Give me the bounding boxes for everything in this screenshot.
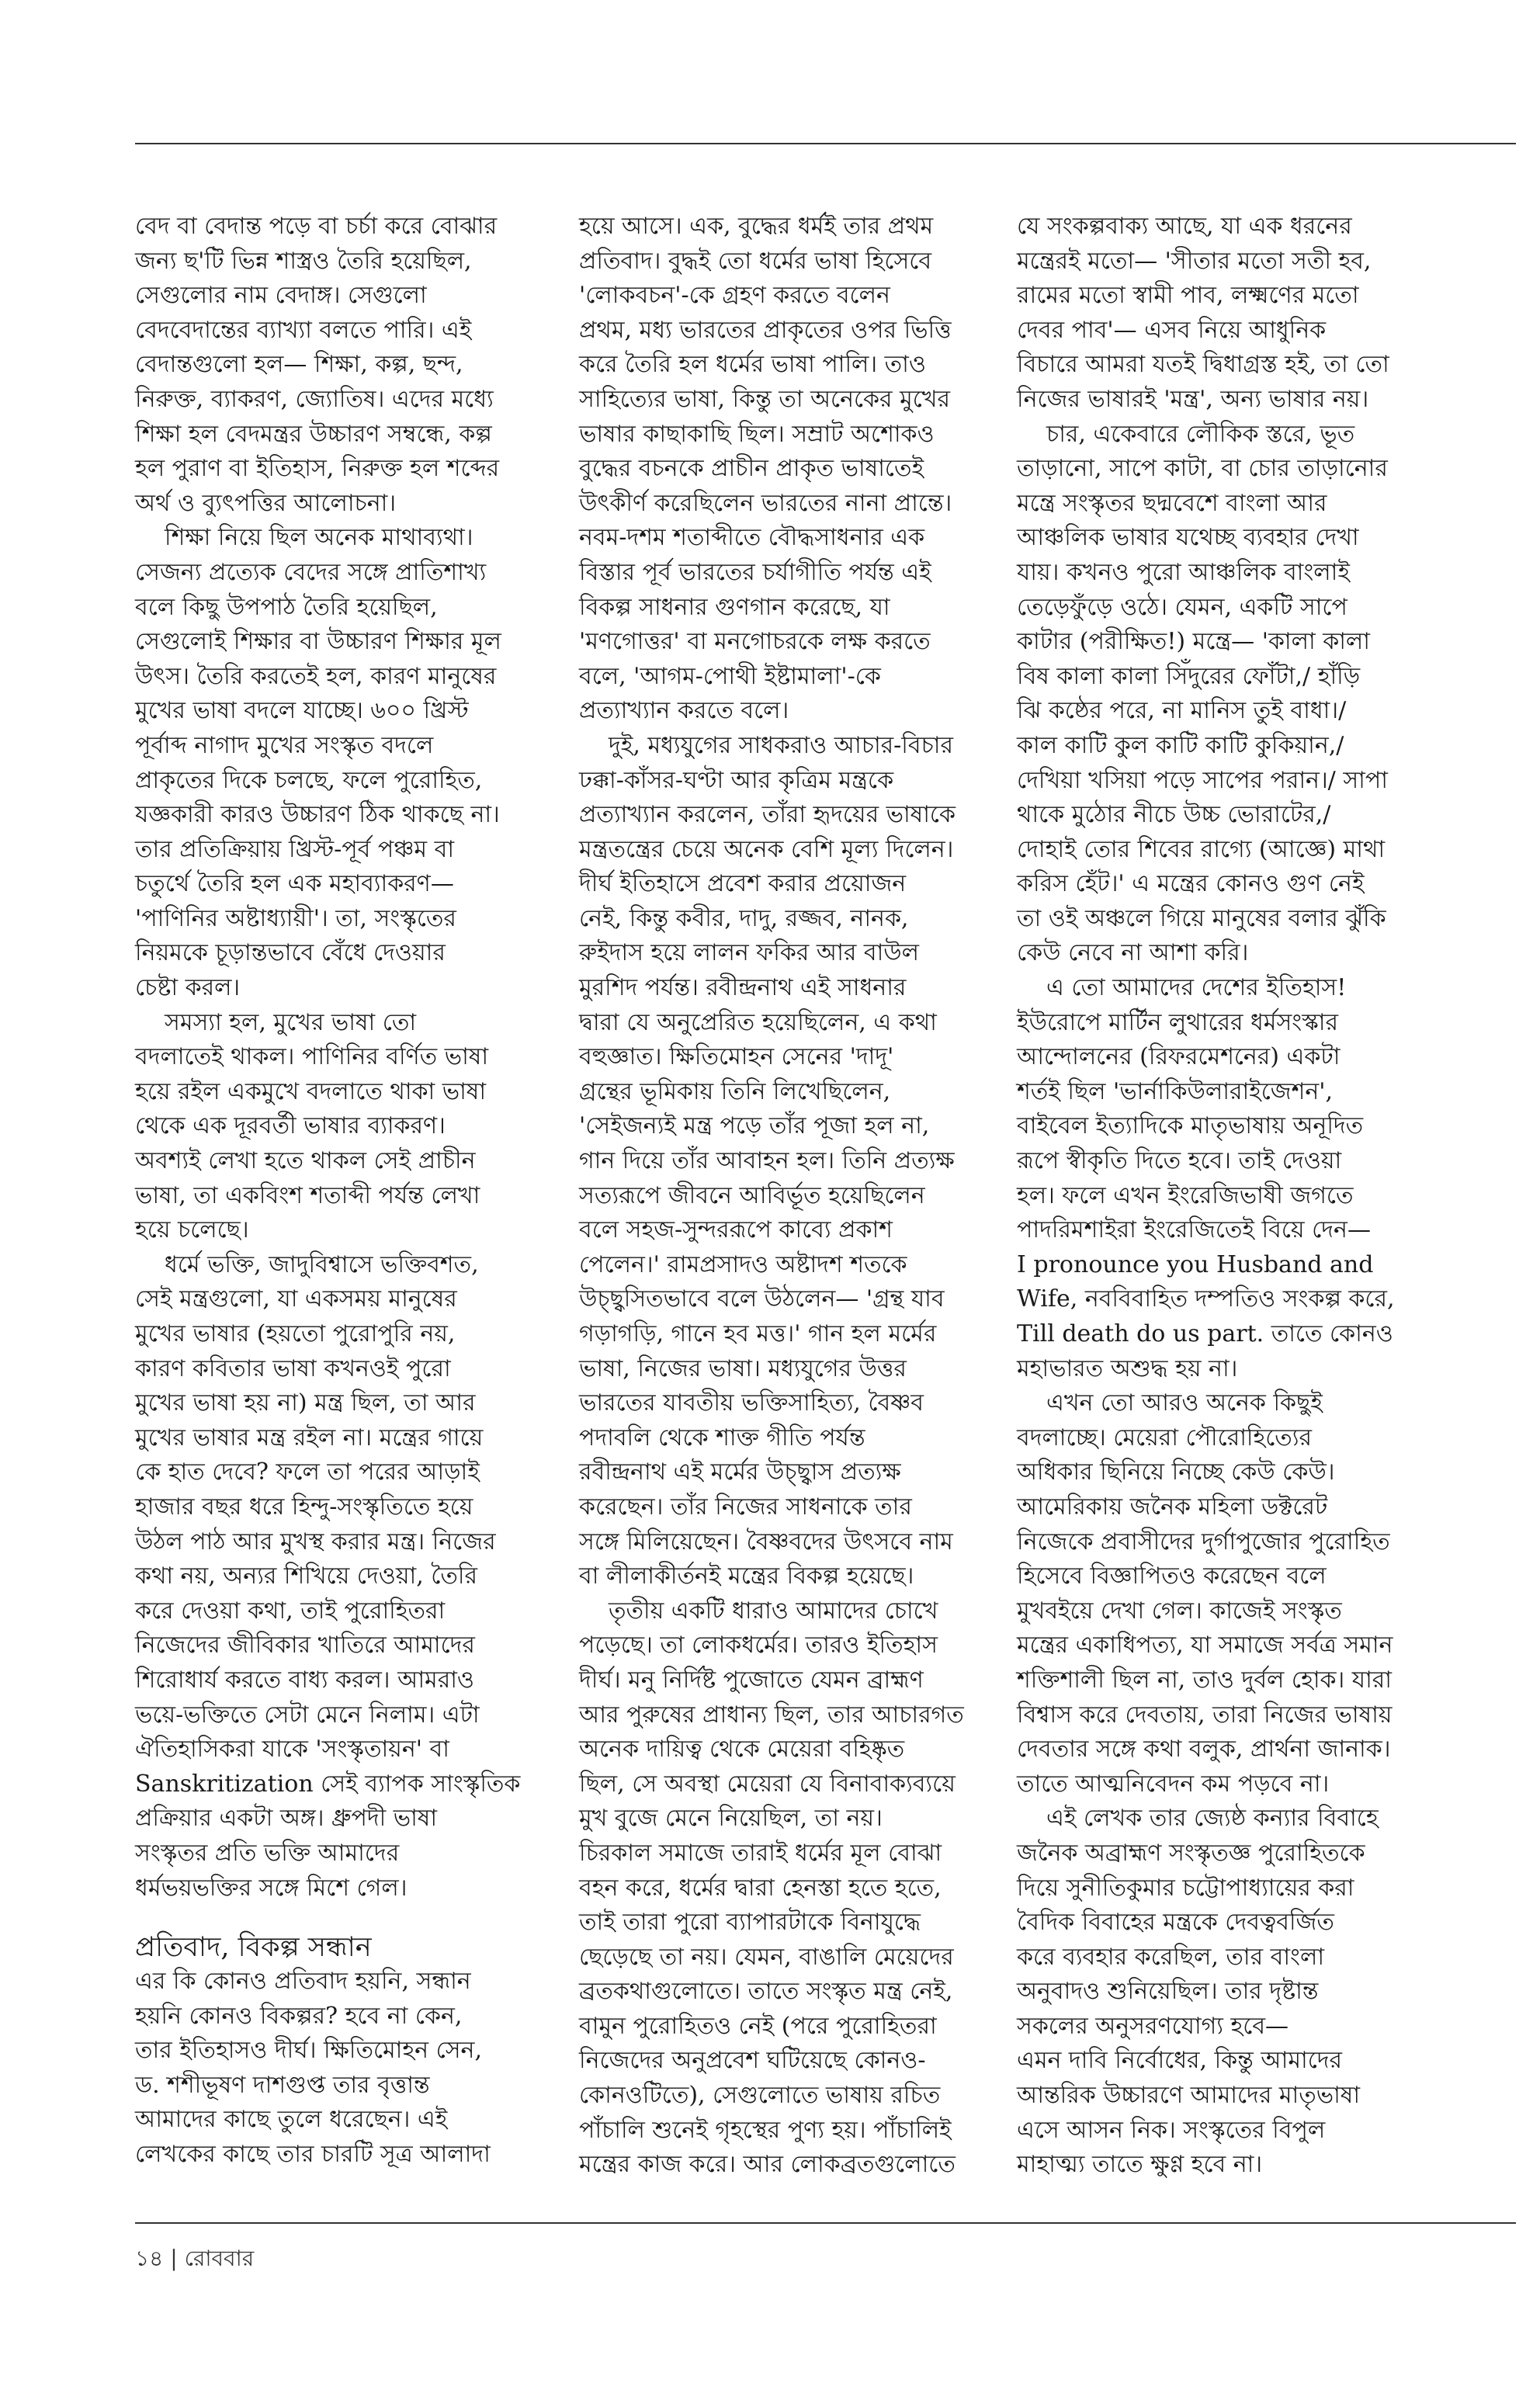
text-line: প্রত্যাখ্যান করতে বলে। [579, 697, 789, 725]
text-line: ধর্মে ভক্তি, জাদুবিশ্বাসে ভক্তিবশত, [165, 1250, 479, 1278]
text-line: মহাভারত অশুদ্ধ হয় না। [1017, 1354, 1238, 1382]
text-line: ভয়ে-ভক্তিতে সেটা মেনে নিলাম। এটা [135, 1701, 480, 1729]
text-line: শর্তই ছিল 'ভার্নাকিউলারাইজেশন', [1017, 1077, 1334, 1105]
article-column-3 [1017, 210, 1405, 2183]
text-line: চতুর্থে তৈরি হল এক মহাব্যাকরণ— [135, 870, 454, 898]
text-line: তাতে আত্মনিবেদন কম পড়বে না। [1017, 1770, 1330, 1798]
text-line: হয়ে চলেছে। [135, 1216, 249, 1244]
text-line: হল পুরাণ বা ইতিহাস, নিরুক্ত হল শব্দের [135, 455, 500, 483]
paragraph [1017, 210, 1405, 418]
text-line: জনৈক অব্রাহ্মণ সংস্কৃতজ্ঞ পুরোহিতকে [1017, 1839, 1365, 1867]
text-line: বেদবেদান্তের ব্যাখ্যা বলতে পারি। এই [135, 316, 472, 344]
text-line: ভারতের যাবতীয় ভক্তিসাহিত্য, বৈষ্ণব [579, 1389, 924, 1417]
text-line: থাকে মুঠোর নীচে উচ্চ ভোরাটের,/ [1017, 801, 1331, 829]
text-line: বদলাতেই থাকল। পাণিনির বর্ণিত ভাষা [135, 1043, 489, 1071]
text-line: 'পাণিনির অষ্টাধ্যায়ী'। তা, সংস্কৃতের [135, 904, 456, 932]
text-line: হয়ে রইল একমুখে বদলাতে থাকা ভাষা [135, 1077, 487, 1105]
text-line: চার, একেবারে লৌকিক স্তরে, ভূত [1046, 420, 1355, 448]
text-line: এখন তো আরও অনেক কিছুই [1046, 1389, 1323, 1417]
text-line: নিজের ভাষারই 'মন্ত্র', অন্য ভাষার নয়। [1017, 385, 1369, 413]
text-line: মুখের ভাষার মন্ত্র রইল না। মন্ত্রের গায়ে [135, 1424, 484, 1451]
text-line: তাই তারা পুরো ব্যাপারটাকে বিনাযুদ্ধে [579, 1909, 921, 1937]
text-line: দেবতার সঙ্গে কথা বলুক, প্রার্থনা জানাক। [1017, 1736, 1391, 1764]
paragraph [579, 729, 967, 1594]
text-line: এ তো আমাদের দেশের ইতিহাস! [1046, 974, 1347, 1002]
text-line: দীর্ঘ। মনু নির্দিষ্ট পুজোতে যেমন ব্রাহ্মণ [579, 1666, 924, 1694]
text-line: মুখের ভাষা হয় না) মন্ত্র ছিল, তা আর [135, 1389, 476, 1417]
text-line: অর্থ ও ব্যুৎপত্তির আলোচনা। [135, 489, 397, 517]
text-line: সকলের অনুসরণযোগ্য হবে— [1017, 2012, 1289, 2040]
text-line: 'মণগোত্তর' বা মনগোচরকে লক্ষ করতে [579, 628, 931, 656]
paragraph [1017, 1802, 1405, 2183]
text-line: জন্য ছ'টি ভিন্ন শাস্ত্রও তৈরি হয়েছিল, [135, 247, 472, 275]
text-line: অবশ্যই লেখা হতে থাকল সেই প্রাচীন [135, 1147, 476, 1175]
text-line: হয়নি কোনও বিকল্পর? হবে না কেন, [135, 2002, 463, 2030]
text-line: বুদ্ধের বচনকে প্রাচীন প্রাকৃত ভাষাতেই [579, 455, 924, 483]
text-line: তা ওই অঞ্চলে গিয়ে মানুষের বলার ঝুঁকি [1017, 904, 1386, 932]
text-line: Till death do us part. তাতে কোনও [1017, 1320, 1393, 1347]
text-line: বেদ বা বেদান্ত পড়ে বা চর্চা করে বোঝার [135, 213, 498, 240]
text-line: অনেক দায়িত্ব থেকে মেয়েরা বহিষ্কৃত [579, 1736, 905, 1764]
text-line: বেদান্তগুলো হল— শিক্ষা, কল্প, ছন্দ, [135, 351, 463, 379]
text-line: আন্দোলনের (রিফরমেশনের) একটা [1017, 1043, 1341, 1071]
text-line: যায়। কখনও পুরো আঞ্চলিক বাংলাই [1017, 558, 1350, 586]
text-line: নিয়মকে চূড়ান্তভাবে বেঁধে দেওয়ার [135, 939, 446, 967]
text-line: বৈদিক বিবাহের মন্ত্রকে দেবত্ববর্জিত [1017, 1909, 1334, 1937]
text-line: কারণ কবিতার ভাষা কখনওই পুরো [135, 1354, 451, 1382]
text-line: কোনওটিতে), সেগুলোতে ভাষায় রচিত [579, 2082, 941, 2110]
text-line: হয়ে আসে। এক, বুদ্ধের ধর্মই তার প্রথম [579, 213, 934, 240]
text-line: মুরশিদ পর্যন্ত। রবীন্দ্রনাথ এই সাধনার [579, 974, 907, 1002]
text-line: দেখিয়া খসিয়া পড়ে সাপের পরান।/ সাপা [1017, 766, 1388, 794]
text-line: মুখের ভাষার (হয়তো পুরোপুরি নয়, [135, 1320, 456, 1347]
paragraph [1017, 971, 1405, 1386]
text-line: গ্রন্থের ভূমিকায় তিনি লিখেছিলেন, [579, 1077, 891, 1105]
text-line: কে হাত দেবে? ফলে তা পরের আড়াই [135, 1458, 480, 1486]
text-line: মুখের ভাষা বদলে যাচ্ছে। ৬০০ খ্রিস্ট [135, 697, 469, 725]
text-line: বিকল্প সাধনার গুণগান করেছে, যা [579, 593, 890, 621]
text-line: হল। ফলে এখন ইংরেজিভাষী জগতে [1017, 1181, 1354, 1209]
text-line: নিরুক্ত, ব্যাকরণ, জ্যোতিষ। এদের মধ্যে [135, 385, 494, 413]
bottom-divider [135, 2222, 1516, 2224]
text-line: নিজেদের জীবিকার খাতিরে আমাদের [135, 1632, 475, 1659]
text-line: পেলেন।' রামপ্রসাদও অষ্টাদশ শতকে [579, 1250, 907, 1278]
section-heading: প্রতিবাদ, বিকল্প সন্ধান [135, 1932, 372, 1964]
text-line: সাহিত্যের ভাষা, কিন্তু তা অনেকের মুখের [579, 385, 950, 413]
text-line: চেষ্টা করল। [135, 974, 241, 1002]
text-line: রুইদাস হয়ে লালন ফকির আর বাউল [579, 939, 919, 967]
text-line: প্রাকৃতের দিকে চলছে, ফলে পুরোহিত, [135, 766, 483, 794]
text-line: হিসেবে বিজ্ঞাপিতও করেছেন বলে [1017, 1562, 1327, 1590]
text-line: লেখকের কাছে তার চারটি সূত্র আলাদা [135, 2141, 491, 2169]
text-line: আন্তরিক উচ্চারণে আমাদের মাতৃভাষা [1017, 2082, 1361, 2110]
text-line: বিচারে আমরা যতই দ্বিধাগ্রস্ত হই, তা তো [1017, 351, 1389, 379]
text-line: বলে সহজ-সুন্দররূপে কাব্যে প্রকাশ [579, 1216, 893, 1244]
text-line: দুই, মধ্যযুগের সাধকরাও আচার-বিচার [609, 731, 953, 759]
text-line: মন্ত্রতন্ত্রের চেয়ে অনেক বেশি মূল্য দিলেন। [579, 835, 954, 863]
text-line: কথা নয়, অন্যর শিখিয়ে দেওয়া, তৈরি [135, 1562, 477, 1590]
text-line: বিশ্বাস করে দেবতায়, তারা নিজের ভাষায় [1017, 1701, 1393, 1729]
text-line: মাহাত্ম্য তাতে ক্ষুণ্ণ হবে না। [1017, 2151, 1263, 2179]
text-line: শিক্ষা নিয়ে ছিল অনেক মাথাব্যথা। [165, 524, 473, 552]
text-line: এসে আসন নিক। সংস্কৃতের বিপুল [1017, 2116, 1326, 2144]
text-line: করে দেওয়া কথা, তাই পুরোহিতরা [135, 1597, 446, 1625]
text-line: রামের মতো স্বামী পাব, লক্ষ্মণের মতো [1017, 282, 1359, 310]
text-line: বিস্তার পূর্ব ভারতের চর্যাগীতি পর্যন্ত এই [579, 558, 931, 586]
text-line: বিষ কালা কালা সিঁদুরের ফোঁটা,/ হাঁড়ি [1017, 662, 1361, 690]
text-line: বামুন পুরোহিতও নেই (পরে পুরোহিতরা [579, 2012, 937, 2040]
text-line: I pronounce you Husband and [1017, 1250, 1374, 1278]
text-line: উৎস। তৈরি করতেই হল, কারণ মানুষের [135, 662, 497, 690]
text-line: উচ্ছ্বসিতভাবে বলে উঠলেন— 'গ্রন্থ যাব [579, 1285, 945, 1313]
text-line: গড়াগড়ি, গানে হব মত্ত।' গান হল মর্মের [579, 1320, 937, 1347]
text-line: বহুজ্ঞাত। ক্ষিতিমোহন সেনের 'দাদূ' [579, 1043, 894, 1071]
text-line: নবম-দশম শতাব্দীতে বৌদ্ধসাধনার এক [579, 524, 925, 552]
article-column-2 [579, 210, 967, 2183]
text-line: ছেড়েছে তা নয়। যেমন, বাঙালি মেয়েদের [579, 1943, 954, 1971]
paragraph [135, 521, 523, 1005]
text-line: এর কি কোনও প্রতিবাদ হয়নি, সন্ধান [135, 1968, 471, 1996]
text-line: ইউরোপে মার্টিন লুথারের ধর্মসংস্কার [1017, 1008, 1339, 1036]
text-line: আর পুরুষের প্রাধান্য ছিল, তার আচারগত [579, 1701, 964, 1729]
text-line: ঐতিহাসিকরা যাকে 'সংস্কৃতায়ন' বা [135, 1736, 449, 1764]
text-line: বলে, 'আগম-পোথী ইষ্টামালা'-কে [579, 662, 881, 690]
footer-separator: | [170, 2246, 178, 2271]
text-line: দ্বারা যে অনুপ্রেরিত হয়েছিলেন, এ কথা [579, 1008, 937, 1036]
text-line: থেকে এক দূরবর্তী ভাষার ব্যাকরণ। [135, 1112, 446, 1140]
text-line: শিক্ষা হল বেদমন্ত্রর উচ্চারণ সম্বন্ধে, কল্প [135, 420, 492, 448]
page-number: ১৪ [135, 2246, 164, 2271]
text-line: তৃতীয় একটি ধারাও আমাদের চোখে [609, 1597, 938, 1625]
text-line: পূর্বাব্দ নাগাদ মুখের সংস্কৃত বদলে [135, 731, 434, 759]
text-line: দোহাই তোর শিবের রাগ্যে (আজ্ঞে) মাথা [1017, 835, 1386, 863]
text-line: উঠল পাঠ আর মুখস্থ করার মন্ত্র। নিজের [135, 1528, 496, 1555]
text-line: দীর্ঘ ইতিহাসে প্রবেশ করার প্রয়োজন [579, 870, 907, 898]
text-line: গান দিয়ে তাঁর আবাহন হল। তিনি প্রত্যক্ষ [579, 1147, 955, 1175]
text-line: হাজার বছর ধরে হিন্দু-সংস্কৃতিতে হয়ে [135, 1493, 473, 1521]
text-line: সঙ্গে মিলিয়েছেন। বৈষ্ণবদের উৎসবে নাম [579, 1528, 953, 1555]
text-line: যজ্ঞকারী কারও উচ্চারণ ঠিক থাকছে না। [135, 801, 500, 829]
text-line: নিজেকে প্রবাসীদের দুর্গাপুজোর পুরোহিত [1017, 1528, 1390, 1555]
text-line: সংস্কৃতর প্রতি ভক্তি আমাদের [135, 1839, 400, 1867]
paragraph [135, 1248, 523, 1906]
text-line: রূপে স্বীকৃতি দিতে হবে। তাই দেওয়া [1017, 1147, 1342, 1175]
text-line: Sanskritization সেই ব্যাপক সাংস্কৃতিক [135, 1770, 521, 1798]
text-line: অধিকার ছিনিয়ে নিচ্ছে কেউ কেউ। [1017, 1458, 1335, 1486]
text-line: বদলাচ্ছে। মেয়েরা পৌরোহিত্যের [1017, 1424, 1313, 1451]
text-line: বা লীলাকীর্তনই মন্ত্রের বিকল্প হয়েছে। [579, 1562, 914, 1590]
text-line: মুখ বুজে মেনে নিয়েছিল, তা নয়। [579, 1805, 883, 1833]
text-line: করেছেন। তাঁর নিজের সাধনাকে তার [579, 1493, 912, 1521]
paragraph [135, 1965, 523, 2173]
paragraph [135, 210, 523, 521]
text-line: দিয়ে সুনীতিকুমার চট্টোপাধ্যায়ের করা [1017, 1874, 1354, 1902]
text-line: প্রতিবাদ। বুদ্ধই তো ধর্মের ভাষা হিসেবে [579, 247, 932, 275]
article-column-1 [135, 210, 523, 2173]
text-line: ধর্মভয়ভক্তির সঙ্গে মিশে গেল। [135, 1874, 408, 1902]
text-line: প্রথম, মধ্য ভারতের প্রাকৃতের ওপর ভিত্তি [579, 316, 952, 344]
text-line: যে সংকল্পবাক্য আছে, যা এক ধরনের [1017, 213, 1352, 240]
text-line: প্রক্রিয়ার একটা অঙ্গ। ধ্রুপদী ভাষা [135, 1805, 438, 1833]
text-line: পাঁচালি শুনেই গৃহস্থের পুণ্য হয়। পাঁচালিই [579, 2116, 952, 2144]
text-line: শক্তিশালী ছিল না, তাও দুর্বল হোক। যারা [1017, 1666, 1392, 1694]
text-line: বলে কিছু উপপাঠ তৈরি হয়েছিল, [135, 593, 438, 621]
text-line: আমেরিকায় জনৈক মহিলা ডক্টরেট [1017, 1493, 1328, 1521]
page-footer [135, 2242, 254, 2278]
text-line: Wife, নববিবাহিত দম্পতিও সংকল্প করে, [1017, 1285, 1395, 1313]
text-line: ড. শশীভূষণ দাশগুপ্ত তার বৃত্তান্ত [135, 2071, 430, 2099]
text-line: সেই মন্ত্রগুলো, যা একসময় মানুষের [135, 1285, 457, 1313]
text-line: তার ইতিহাসও দীর্ঘ। ক্ষিতিমোহন সেন, [135, 2037, 483, 2065]
text-line: করে তৈরি হল ধর্মের ভাষা পালি। তাও [579, 351, 926, 379]
text-line: ভাষা, নিজের ভাষা। মধ্যযুগের উত্তর [579, 1354, 907, 1382]
text-line: এই লেখক তার জ্যেষ্ঠ কন্যার বিবাহে [1046, 1805, 1379, 1833]
text-line: কেউ নেবে না আশা করি। [1017, 939, 1249, 967]
text-line: মন্ত্রে সংস্কৃতর ছদ্মবেশে বাংলা আর [1017, 489, 1327, 517]
text-line: আঞ্চলিক ভাষার যথেচ্ছ ব্যবহার দেখা [1017, 524, 1359, 552]
text-line: এমন দাবি নির্বোধের, কিন্তু আমাদের [1017, 2047, 1343, 2075]
text-line: কাল কাটি কুল কাটি কাটি কুকিয়ান,/ [1017, 731, 1344, 759]
text-line: নেই, কিন্তু কবীর, দাদু, রজ্জব, নানক, [579, 904, 909, 932]
text-line: তাড়ানো, সাপে কাটা, বা চোর তাড়ানোর [1017, 455, 1388, 483]
text-line: মুখবইয়ে দেখা গেল। কাজেই সংস্কৃত [1017, 1597, 1342, 1625]
paragraph [135, 1006, 523, 1248]
text-line: 'লোকবচন'-কে গ্রহণ করতে বলেন [579, 282, 890, 310]
text-line: প্রত্যাখ্যান করলেন, তাঁরা হৃদয়ের ভাষাকে [579, 801, 956, 829]
text-line: মন্ত্রের কাজ করে। আর লোকব্রতগুলোতে [579, 2151, 956, 2179]
text-line: নিজেদের অনুপ্রবেশ ঘটিয়েছে কোনও- [579, 2047, 926, 2075]
text-line: সেজন্য প্রত্যেক বেদের সঙ্গে প্রাতিশাখ্য [135, 558, 487, 586]
text-line: পাদরিমশাইরা ইংরেজিতেই বিয়ে দেন— [1017, 1216, 1371, 1244]
text-line: ব্রতকথাগুলোতে। তাতে সংস্কৃত মন্ত্র নেই, [579, 1978, 953, 2006]
text-line: সত্যরূপে জীবনে আবির্ভূত হয়েছিলেন [579, 1181, 925, 1209]
text-line: সেগুলোই শিক্ষার বা উচ্চারণ শিক্ষার মূল [135, 628, 501, 656]
paragraph [1017, 1386, 1405, 1802]
text-line: ছিল, সে অবস্থা মেয়েরা যে বিনাবাক্যব্যয়ে [579, 1770, 956, 1798]
top-divider [135, 143, 1516, 144]
text-line: আমাদের কাছে তুলে ধরেছেন। এই [135, 2106, 448, 2134]
text-line: বহন করে, ধর্মের দ্বারা হেনস্তা হতে হতে, [579, 1874, 942, 1902]
text-line: তেড়েফুঁড়ে ওঠে। যেমন, একটি সাপে [1017, 593, 1348, 621]
text-line: ভাষার কাছাকাছি ছিল। সম্রাট অশোকও [579, 420, 935, 448]
text-line: কাটার (পরীক্ষিত!) মন্ত্রে— 'কালা কালা [1017, 628, 1370, 656]
paragraph [1017, 418, 1405, 972]
text-line: অনুবাদও শুনিয়েছিল। তার দৃষ্টান্ত [1017, 1978, 1319, 2006]
text-line: 'সেইজন্যই মন্ত্র পড়ে তাঁর পূজা হল না, [579, 1112, 930, 1140]
text-line: পড়েছে। তা লোকধর্মের। তারও ইতিহাস [579, 1632, 938, 1659]
text-line: শিরোধার্য করতে বাধ্য করল। আমরাও [135, 1666, 475, 1694]
text-line: মন্ত্রের একাধিপত্য, যা সমাজে সর্বত্র সমান [1017, 1632, 1393, 1659]
text-line: ঝি কষ্ঠের পরে, না মানিস তুই বাধা।/ [1017, 697, 1347, 725]
text-line: ভাষা, তা একবিংশ শতাব্দী পর্যন্ত লেখা [135, 1181, 480, 1209]
text-line: উৎকীর্ণ করেছিলেন ভারতের নানা প্রান্তে। [579, 489, 952, 517]
text-line: চিরকাল সমাজে তারাই ধর্মের মূল বোঝা [579, 1839, 942, 1867]
text-line: রবীন্দ্রনাথ এই মর্মের উচ্ছ্বাস প্রত্যক্ষ [579, 1458, 901, 1486]
text-line: সমস্যা হল, মুখের ভাষা তো [165, 1008, 417, 1036]
text-line: তার প্রতিক্রিয়ায় খ্রিস্ট-পূর্ব পঞ্চম বা [135, 835, 455, 863]
text-line: করিস হেঁট।' এ মন্ত্রের কোনও গুণ নেই [1017, 870, 1365, 898]
text-line: পদাবলি থেকে শাক্ত গীতি পর্যন্ত [579, 1424, 865, 1451]
paragraph [579, 210, 967, 729]
text-line: মন্ত্রেরই মতো— 'সীতার মতো সতী হব, [1017, 247, 1372, 275]
text-line: দেবর পাব'— এসব নিয়ে আধুনিক [1017, 316, 1327, 344]
publication-name: রোববার [184, 2246, 255, 2271]
paragraph [579, 1594, 967, 2183]
text-line: ঢক্কা-কাঁসর-ঘণ্টা আর কৃত্রিম মন্ত্রকে [579, 766, 894, 794]
text-line: সেগুলোর নাম বেদাঙ্গ। সেগুলো [135, 282, 427, 310]
text-line: করে ব্যবহার করেছিল, তার বাংলা [1017, 1943, 1325, 1971]
text-line: বাইবেল ইত্যাদিকে মাতৃভাষায় অনূদিত [1017, 1112, 1364, 1140]
